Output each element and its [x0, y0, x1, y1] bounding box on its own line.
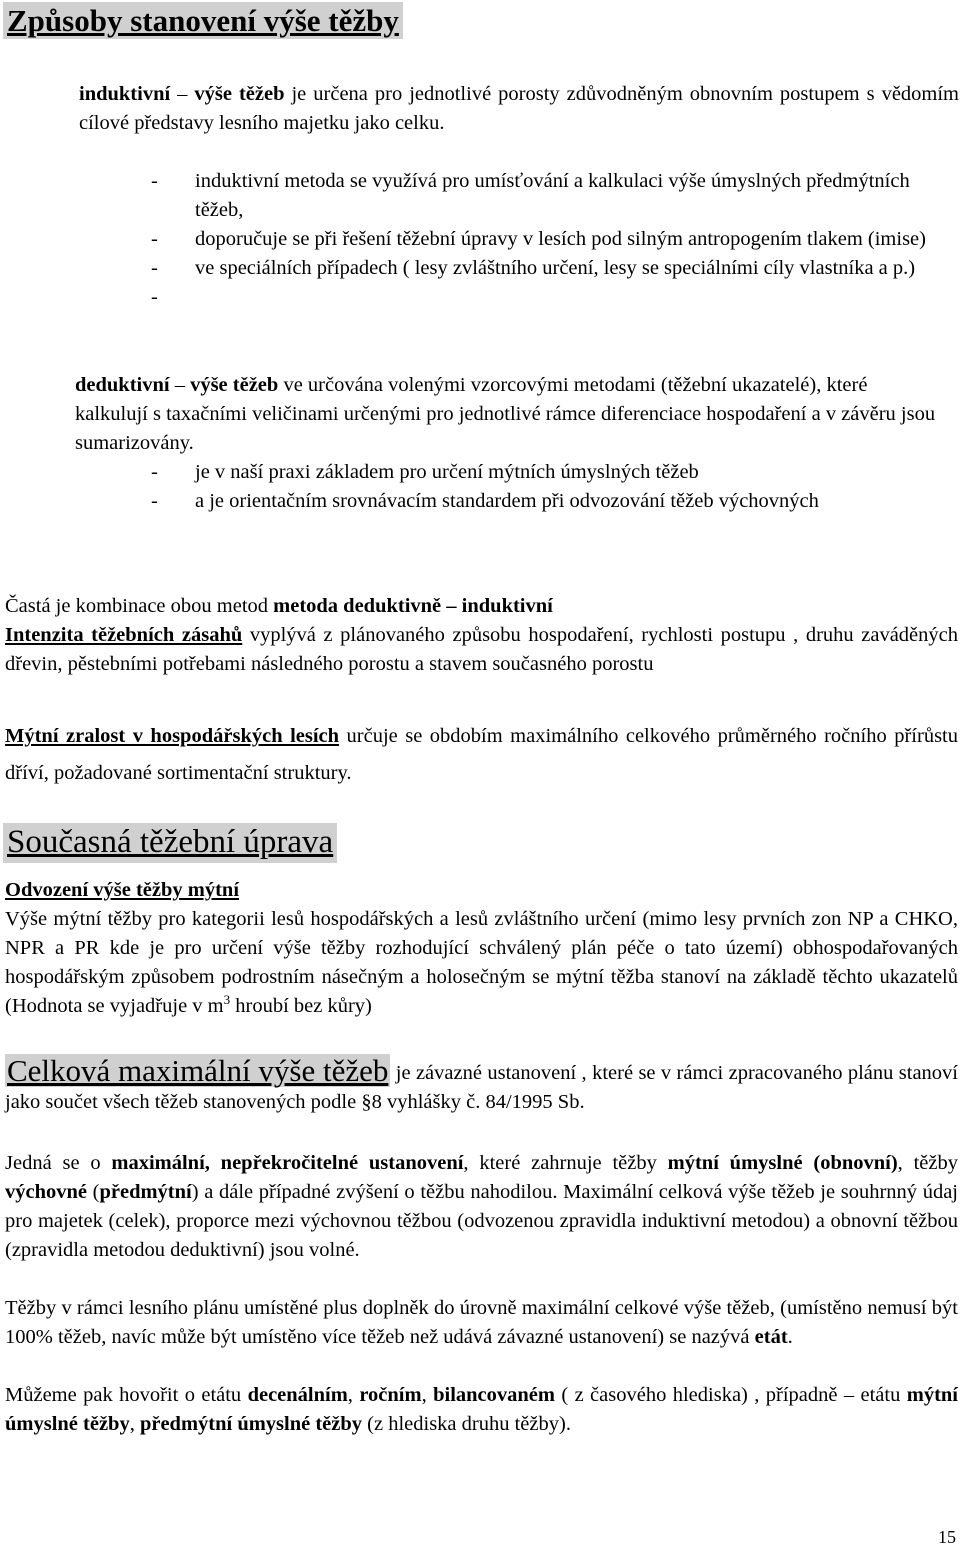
term-celkova-maximalni-vyse-tezeb: Celková maximální výše těžeb [7, 1053, 389, 1088]
term-mytni-zralost: Mýtní zralost v hospodářských lesích [5, 725, 340, 747]
list-induktivni-uses: - induktivní metoda se využívá pro umísťování a kalkulaci výše úmyslných předmýtních těžeb, - doporučuje se při řešení těžební úpravy v lesích pod silným antropogením tlakem (imise) - ve speciálních případech ( lesy zvláštního určení, lesy se speciálními cíly vlastníka a p.) - [151, 167, 941, 283]
paragraph-intenzita: Intenzita těžebních zásahů vyplývá z plánovaného způsobu hospodaření, rychlosti postupu , druhu zaváděných dřevin, pěstebními potřebami následného porostu a stavem současného porostu [5, 624, 958, 675]
paragraph-celkova: Celková maximální výše těžeb je závazné ustanovení , které se v rámci zpracovaného plánu stanoví jako součet všech těžeb stanovených podle §8 vyhlášky č. 84/1995 Sb. [5, 1053, 958, 1113]
list-item: - a je orientačním srovnávacím standardem při odvozování těžeb výchovných [151, 490, 819, 512]
list-item: - induktivní metoda se využívá pro umísťování a kalkulaci výše úmyslných předmýtních těžeb, [151, 170, 910, 221]
heading-zpusoby-stanoveni: Způsoby stanovení výše těžby [3, 2, 403, 39]
page-number: 15 [938, 1527, 956, 1547]
paragraph-jedna-se: Jedná se o maximální, nepřekročitelné ustanovení, které zahrnuje těžby mýtní úmyslné (obnovní), těžby výchovné (předmýtní) a dále případné zvýšení o těžbu nahodilou. Maximální celková výše těžeb je souhrnný údaj pro majetek (celek), proporce mezi výchovnou těžbou (odvozenou zpravidla induktivní metodou) a obnovní těžbou (zpravidla metodou deduktivní) jsou volné. [5, 1152, 958, 1261]
list-item: - je v naší praxi základem pro určení mýtních úmyslných těžeb [151, 461, 699, 483]
paragraph-kombinace: Častá je kombinace obou metod metoda deduktivně – induktivní [5, 595, 553, 617]
list-deduktivni-uses [151, 458, 851, 516]
paragraph-induktivni: induktivní – výše těžeb je určena pro jednotlivé porosty zdůvodněným obnovním postupem s vědomím cílové představy lesního majetku jako celku. [79, 83, 960, 134]
subheading-odvozeni: Odvození výše těžby mýtní [5, 879, 240, 901]
term-induktivni: induktivní [79, 83, 171, 105]
heading-soucasna-tezebni-uprava: Současná těžební úprava [3, 823, 337, 863]
paragraph-mytni-zralost: Mýtní zralost v hospodářských lesích určuje se obdobím maximálního celkového průměrného ročního přírůstu dříví, požadované sortimentační struktury. [5, 725, 958, 784]
paragraph-tezby-etat: Těžby v rámci lesního plánu umístěné plus doplněk do úrovně maximální celkové výše těžeb, (umístěno nemusí být 100% těžeb, navíc může být umístěno více těžeb než udává závazné ustanovení) se nazývá etát. [5, 1297, 958, 1348]
list-item: - doporučuje se při řešení těžební úpravy v lesích pod silným antropogením tlakem (imise) [151, 228, 926, 250]
paragraph-deduktivni: deduktivní – výše těžeb ve určována volenými vzorcovými metodami (těžební ukazatelé), které kalkulují s taxačními veličinami určenými pro jednotlivé rámce diferenciace hospodaření a v závěru jsou sumarizovány. [75, 374, 936, 454]
list-item: - ve speciálních případech ( lesy zvláštního určení, lesy se speciálními cíly vlastníka a p.) [151, 257, 916, 279]
term-deduktivni: deduktivní [75, 374, 170, 396]
term-intenzita: Intenzita těžebních zásahů [5, 624, 243, 646]
bold-vyse-tezeb: výše těžeb [190, 374, 279, 396]
paragraph-muzeme: Můžeme pak hovořit o etátu decenálním, ročním, bilancovaném ( z časového hlediska) , případně – etátu mýtní úmyslné těžby, předmýtní úmyslné těžby (z hlediska druhu těžby). [5, 1384, 958, 1435]
bold-vyse-tezeb: výše těžeb [194, 83, 285, 105]
paragraph-odvozeni: Výše mýtní těžby pro kategorii lesů hospodářských a lesů zvláštního určení (mimo lesy prvních zon NP a CHKO, NPR a PR kde je pro určení výše těžby rozhodující schválený plán péče o tato území) obhospodařovaných hospodářským způsobem podrostním násečným a holosečným se mýtní těžba stanoví na základě těchto ukazatelů (Hodnota se vyjadřuje v $m^3$ hroubí bez kůry) [5, 908, 958, 1017]
